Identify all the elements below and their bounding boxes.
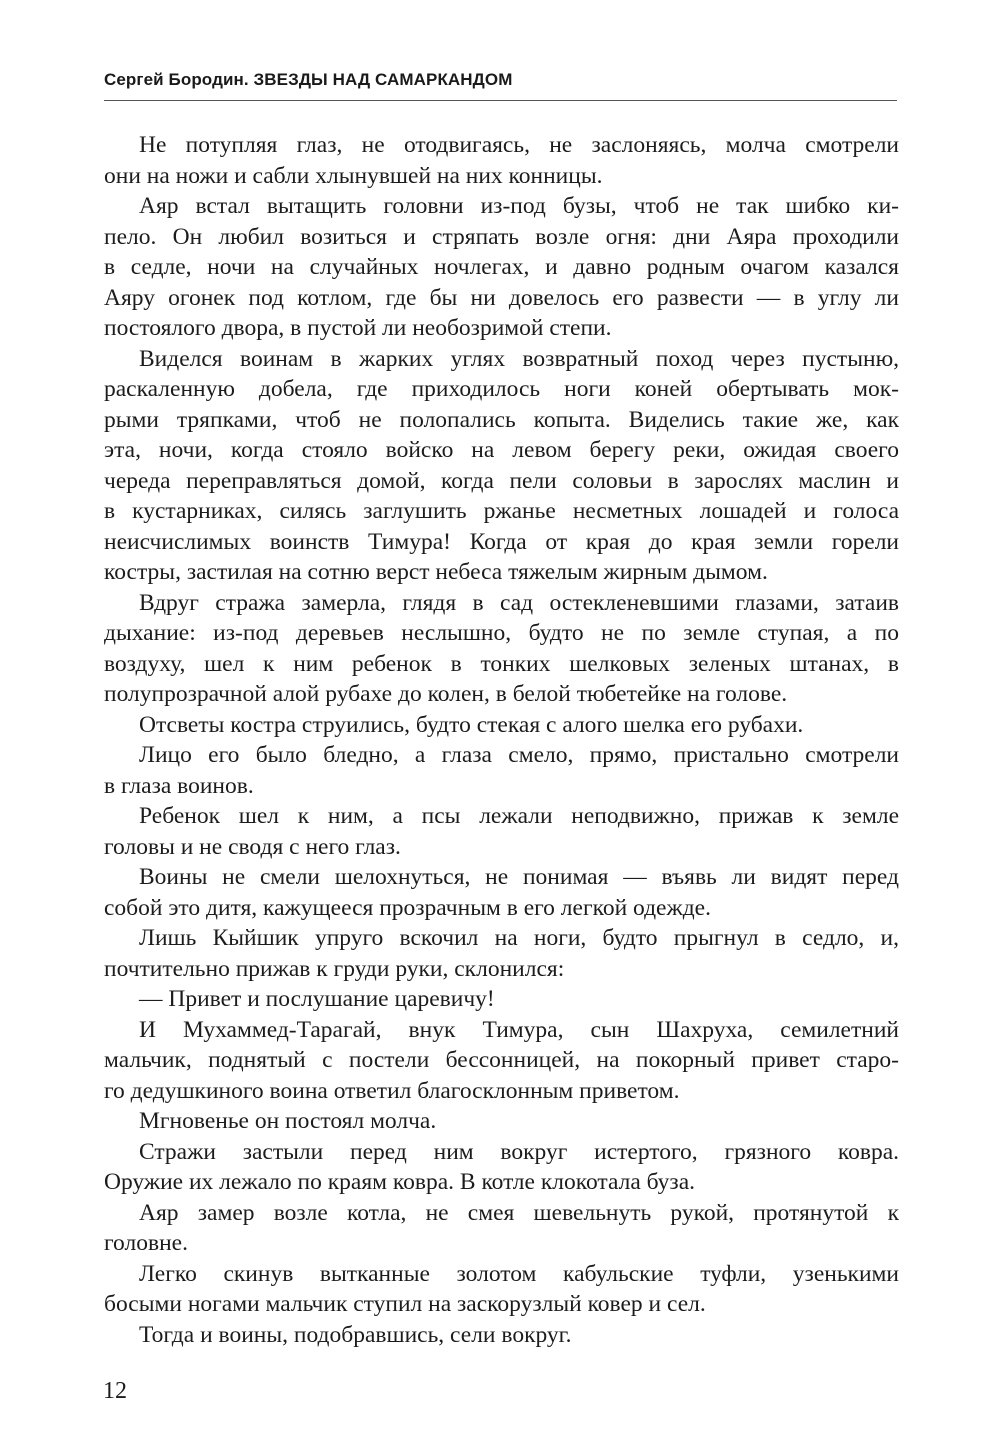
running-header-title: Сергей Бородин. ЗВЕЗДЫ НАД САМАРКАНДОМ [104, 70, 513, 89]
text-line: в кустарниках, силясь заглушить ржанье несметных лошадей и голоса [104, 498, 899, 524]
text-line: они на ножи и сабли хлынувшей на них конницы. [104, 162, 603, 189]
text-line: Вдруг стража замерла, глядя в сад остекленевшими глазами, затаив [139, 589, 899, 616]
paragraph [104, 344, 899, 588]
text-line: мальчик, поднятый с постели бессонницей, на покорный привет старо- [104, 1047, 899, 1073]
paragraph [104, 862, 899, 923]
text-line: Легко скинув вытканные золотом кабульские туфли, узенькими [139, 1260, 899, 1287]
text-line: головне. [104, 1230, 188, 1256]
text-line: в глаза воинов. [104, 772, 254, 799]
text-line: неисчислимых воинств Тимура! Когда от края до края земли горели [104, 528, 899, 555]
text-line: босыми ногами мальчик ступил на заскорузлый ковер и сел. [104, 1291, 706, 1317]
paragraph [104, 1259, 899, 1320]
text-line: го дедушкиного воина ответил благосклонным приветом. [104, 1077, 680, 1104]
text-line: Аяру огонек под котлом, где бы ни довелось его развести — в углу ли [104, 284, 899, 311]
text-line: воздуху, шел к ним ребенок в тонких шелковых зеленых штанах, в [104, 650, 899, 677]
text-line: эта, ночи, когда стояло войско на левом берегу реки, ожидая своего [104, 437, 899, 463]
text-line: Стражи застыли перед ним вокруг истертого, грязного ковра. [139, 1138, 899, 1165]
body-text [104, 130, 899, 1350]
paragraph [104, 710, 899, 741]
text-line: Аяр замер возле котла, не смея шевельнуть рукой, протянутой к [139, 1199, 899, 1226]
text-line: Лишь Кыйшик упруго вскочил на ноги, будто прыгнул в седло, и, [139, 925, 899, 951]
paragraph [104, 1015, 899, 1107]
text-line: рыми тряпками, чтоб не полопались копыта. Виделись такие же, как [104, 406, 899, 433]
paragraph [104, 588, 899, 710]
text-line: дыхание: из-под деревьев неслышно, будто не по земле ступая, а по [104, 620, 899, 646]
paragraph [104, 191, 899, 344]
text-line: в седле, ночи на случайных ночлегах, и давно родным очагом казался [104, 254, 899, 280]
text-line: Воины не смели шелохнуться, не понимая — въявь ли видят перед [139, 864, 899, 890]
paragraph [104, 740, 899, 801]
text-line: пело. Он любил возиться и стряпать возле огня: дни Аяра проходили [104, 223, 899, 250]
text-line: Тогда и воины, подобравшись, сели вокруг. [139, 1321, 572, 1348]
text-line: полупрозрачной алой рубахе до колен, в белой тюбетейке на голове. [104, 681, 788, 707]
text-line: собой это дитя, кажущееся прозрачным в его легкой одежде. [104, 894, 711, 921]
text-line: постоялого двора, в пустой ли необозримой степи. [104, 315, 612, 341]
text-line: Отсветы костра струились, будто стекая с алого шелка его рубахи. [139, 711, 804, 738]
text-line: Лицо его было бледно, а глаза смело, прямо, пристально смотрели [139, 742, 899, 768]
text-line: почтительно прижав к груди руки, склонился: [104, 955, 565, 982]
page-number: 12 [103, 1378, 127, 1404]
text-line: И Мухаммед-Тарагай, внук Тимура, сын Шахруха, семилетний [139, 1016, 899, 1043]
text-line: Мгновенье он постоял молча. [139, 1108, 437, 1134]
text-line: костры, застилая на сотню верст небеса тяжелым жирным дымом. [104, 559, 768, 585]
paragraph [104, 801, 899, 862]
text-line: раскаленную добела, где приходилось ноги коней обертывать мок- [104, 376, 899, 402]
paragraph [104, 923, 899, 984]
text-line: Оружие их лежало по краям ковра. В котле клокотала буза. [104, 1169, 696, 1195]
text-line: Аяр встал вытащить головни из-под бузы, чтоб не так шибко ки- [139, 193, 899, 219]
text-line: череда переправляться домой, когда пели соловьи в зарослях маслин и [104, 467, 899, 494]
text-line: Ребенок шел к ним, а псы лежали неподвижно, прижав к земле [139, 803, 899, 829]
text-line: Не потупляя глаз, не отодвигаясь, не заслоняясь, молча смотрели [139, 132, 899, 158]
text-line: головы и не сводя с него глаз. [104, 833, 401, 860]
paragraph [104, 130, 899, 191]
running-header [104, 66, 897, 101]
paragraph [104, 1198, 899, 1259]
paragraph [104, 984, 899, 1015]
text-line: Виделся воинам в жарких углях возвратный поход через пустыню, [139, 345, 899, 372]
text-line: — Привет и послушание царевичу! [139, 986, 495, 1012]
paragraph [104, 1106, 899, 1137]
paragraph [104, 1137, 899, 1198]
paragraph [104, 1320, 899, 1351]
